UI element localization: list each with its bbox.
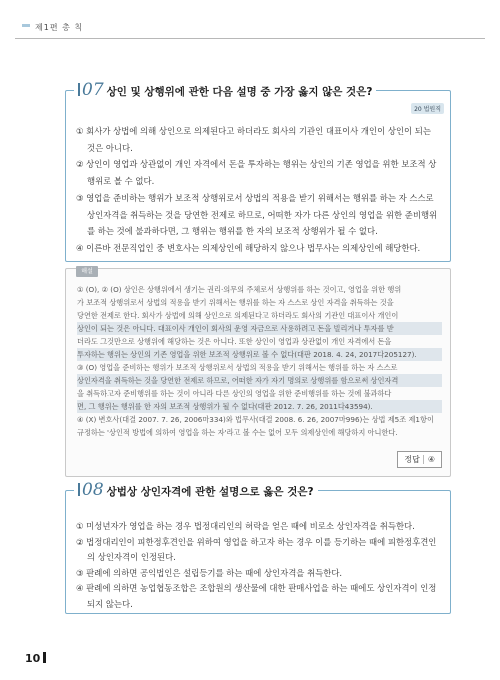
question-08-options [76, 519, 440, 612]
question-number-bar [78, 483, 80, 496]
explanation-line: ④ (X) 변호사(대결 2007. 7. 26, 2006마334)와 법무사(대결 2008. 6. 26, 2007마996)는 상법 제5조 제1항이 [77, 415, 434, 424]
explanation-line: ① (O), ② (O) 상인은 상행위에서 생기는 권리·의무의 주체로서 상행위를 하는 것이고, 영업을 위한 행위 [77, 285, 402, 294]
chapter-header: 제1편 총 칙 [35, 23, 84, 32]
option-2: ② 상인이 영업과 상관없이 개인 자격에서 돈을 투자하는 행위는 상인의 기존 영업을 위한 보조적 상행위로 볼 수 없다. [76, 159, 437, 187]
answer-label: 정답 [404, 455, 420, 464]
explanation-line: ③ (O) 영업을 준비하는 행위가 보조적 상행위로서 상법의 적용을 받기 위해서는 행위를 하는 자 스스로 [77, 363, 398, 372]
question-07-text: 상인 및 상행위에 관한 다음 설명 중 가장 옳지 않은 것은? [106, 86, 373, 98]
explanation-line: 당연한 전제로 한다. 회사가 상법에 의해 상인으로 의제된다고 하더라도 회사의 기관인 대표이사 개인이 [77, 311, 399, 320]
option-4: ④ 판례에 의하면 농업협동조합은 조합원의 생산물에 대한 판매사업을 하는 때에도 상인자격이 인정되지 않는다. [76, 583, 437, 609]
source-badge: 20 법원직 [411, 103, 444, 114]
option-1: ① 회사가 상법에 의해 상인으로 의제된다고 하더라도 회사의 기관인 대표이사 개인이 상인이 되는 것은 아니다. [76, 126, 431, 153]
chapter-marker [22, 24, 30, 27]
explanation-line: 투자하는 행위는 상인의 기존 영업을 위한 보조적 상행위로 볼 수 없다(대판 2018. 4. 24, 2017다205127). [77, 348, 442, 361]
explanation-box [65, 268, 451, 477]
explanation-tag: 해설 [76, 266, 98, 277]
question-07-box [65, 80, 451, 262]
option-1: ① 미성년자가 영업을 하는 경우 법정대리인의 허락을 얻은 때에 비로소 상인자격을 취득한다. [76, 521, 415, 531]
page-number-bar [43, 652, 46, 663]
explanation-line: 가 보조적 상행위로서 상법의 적용을 받기 위해서는 행위를 하는 자 스스로 상인 자격을 취득하는 것을 [77, 298, 394, 307]
explanation-line: 면, 그 행위는 행위를 한 자의 보조적 상행위가 될 수 없다(대판 2012. 7. 26, 2011다43594). [77, 400, 442, 413]
answer-box [397, 451, 442, 468]
explanation-line: 더라도 그것만으로 상행위에 해당하는 것은 아니다. 또한 상인이 영업과 상관없이 개인 자격에서 돈을 [77, 337, 392, 346]
page-number-text: 10 [25, 652, 41, 665]
question-07-number: 07 [82, 80, 104, 100]
answer-value: ④ [423, 455, 435, 464]
explanation-line: 상인자격을 취득하는 것을 당연한 전제로 하므로, 어떠한 자가 자기 명의로 상행위를 함으로써 상인자격 [77, 374, 442, 387]
question-07-title [74, 80, 376, 100]
explanation-line: 을 취득하고자 준비행위를 하는 것이 아니라 다른 상인의 영업을 위한 준비행위를 하는 것에 불과하다 [77, 389, 392, 398]
question-number-bar [78, 83, 80, 96]
question-08-text: 상법상 상인자격에 관한 설명으로 옳은 것은? [106, 486, 314, 498]
question-07-options [76, 123, 440, 257]
question-08-number: 08 [82, 480, 104, 500]
explanation-line: 상인이 되는 것은 아니다. 대표이사 개인이 회사의 운영 자금으로 사용하려고 돈을 빌리거나 투자를 받 [77, 322, 442, 335]
option-3: ③ 판례에 의하면 공익법인은 설립등기를 하는 때에 상인자격을 취득한다. [76, 567, 343, 578]
explanation-line: 규정하는 '상인적 방법에 의하여 영업을 하는 자'라고 볼 수는 없어 모두 의제상인에 해당하지 아니한다. [77, 428, 398, 437]
explanation-text [77, 283, 442, 439]
option-2: ② 법정대리인이 피한정후견인을 위하여 영업을 하고자 하는 경우 이를 등기하는 때에 피한정후견인의 상인자격이 인정된다. [76, 536, 437, 562]
option-4: ④ 이른바 전문직업인 중 변호사는 의제상인에 해당하지 않으나 법무사는 의제상인에 해당한다. [76, 242, 421, 253]
question-08-title [74, 480, 318, 500]
page-number [25, 652, 46, 665]
option-3: ③ 영업을 준비하는 행위가 보조적 상행위로서 상법의 적용을 받기 위해서는 행위를 하는 자 스스로 상인자격을 취득하는 것을 당연한 전제로 하므로, 어떠한 자가 다른 상인의 영업을 위한 준비행위를 하는 것에 불과하다면, 그 행위는 행위를 한 자의 보조적 상행위가 될 수 없다. [76, 192, 438, 237]
header-divider [15, 38, 485, 39]
question-08-box [65, 480, 451, 614]
